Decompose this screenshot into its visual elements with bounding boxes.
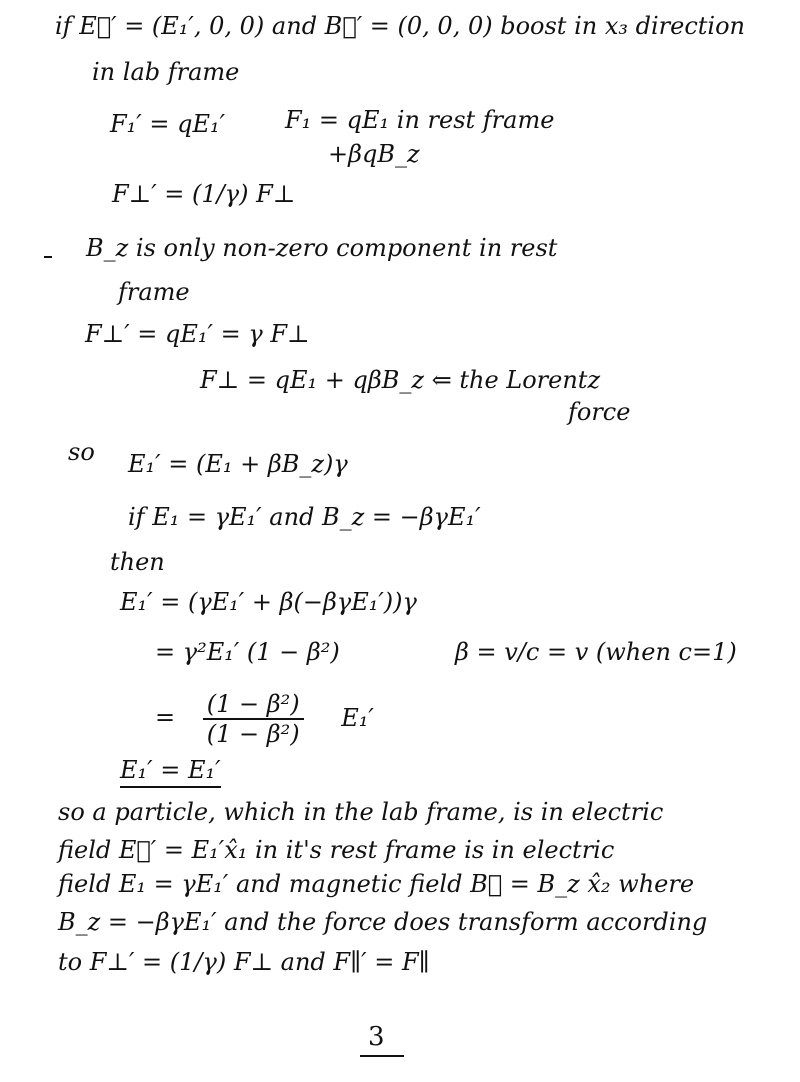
page-number: 3 [368,1022,385,1052]
line-if-fields: if E⃗′ = (E₁′, 0, 0) and B⃗′ = (0, 0, 0) boost in x₃ direction [55,12,745,40]
eq-ratio-tail: E₁′ [341,703,374,732]
margin-dash [44,256,52,258]
eq-e1-prime-sub: E₁′ = (γE₁′ + β(−βγE₁′))γ [120,588,417,616]
line-summary-2: field E⃗′ = E₁′x̂₁ in it's rest frame is in electric [58,836,615,864]
eq-result [120,758,221,782]
word-so: so [68,438,95,466]
eq-force-lab: F₁′ = qE₁′ [110,110,226,138]
eq-result-underlined: E₁′ = E₁′ [120,756,221,788]
line-summary-3: field E₁ = γE₁′ and magnetic field B⃗ = B_z x̂₂ where [58,870,695,898]
fraction [203,692,304,746]
line-summary-4: B_z = −βγE₁′ and the force does transform according [58,908,708,936]
eq-e1-prime: E₁′ = (E₁ + βB_z)γ [128,450,348,478]
eq-lorentz: F⊥ = qE₁ + qβB_z ⇐ the Lorentz [200,366,601,394]
eq-force-rest-term: +βqB_z [328,140,420,168]
eq-force-perp-gamma: F⊥′ = qE₁′ = γ F⊥ [85,320,310,348]
line-bz-component: B_z is only non-zero component in rest [86,234,558,262]
eq-gamma-squared: = γ²E₁′ (1 − β²) [155,638,340,666]
eq-force-rest: F₁ = qE₁ in rest frame [285,106,555,134]
eq-ratio [155,692,374,746]
eq-if-e1: if E₁ = γE₁′ and B_z = −βγE₁′ [128,503,481,531]
label-force: force [568,398,631,426]
equals-sign: = [155,703,176,732]
word-then: then [110,548,165,576]
eq-beta-def: β = v/c = v (when c=1) [455,638,737,666]
fraction-denominator: (1 − β²) [206,720,300,748]
fraction-numerator: (1 − β²) [203,692,304,720]
line-summary-5: to F⊥′ = (1/γ) F⊥ and F∥′ = F∥ [58,948,430,976]
line-summary-1: so a particle, which in the lab frame, is in electric [58,798,664,826]
page-number-underline [360,1055,404,1057]
line-frame: frame [118,278,190,306]
line-lab-frame: in lab frame [92,58,240,86]
eq-force-perp: F⊥′ = (1/γ) F⊥ [112,180,296,208]
